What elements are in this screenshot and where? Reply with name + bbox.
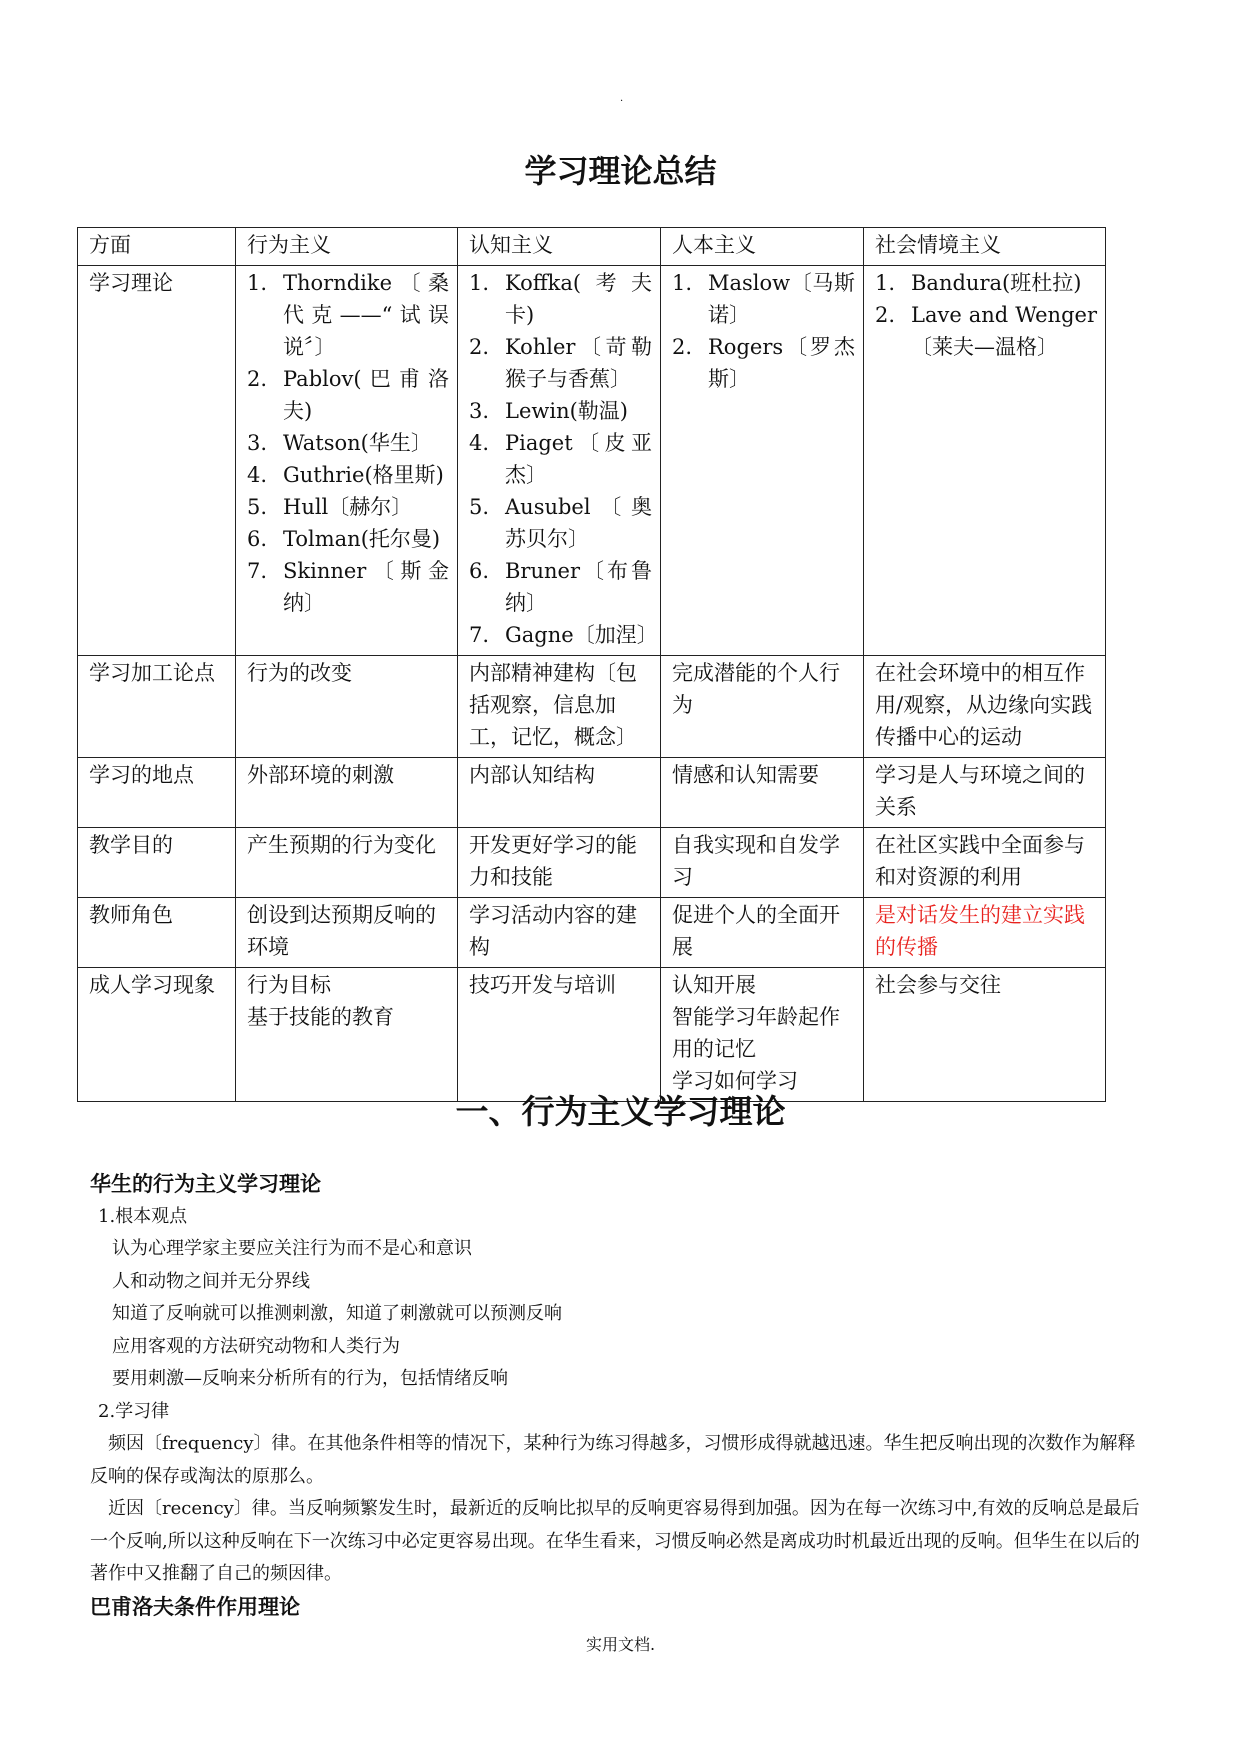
- list-item: 1. Bandura(班杜拉): [875, 271, 1082, 295]
- table-cell: 行为的改变: [236, 656, 458, 758]
- table-cell: 情感和认知需要: [661, 758, 864, 828]
- law-frequency-paragraph: 频因〔frequency〕律。在其他条件相等的情况下，某种行为练习得越多，习惯形成得就越迅速。华生把反响出现的次数作为解释反响的保存或淘汰的原那么。: [90, 1433, 1136, 1487]
- table-cell: 外部环境的刺激: [236, 758, 458, 828]
- summary-table: [77, 227, 1106, 1102]
- list-item: 5. Hull〔赫尔〕: [247, 495, 413, 519]
- social-theorists: [875, 267, 1097, 363]
- table-cell: 产生预期的行为变化: [236, 828, 458, 898]
- table-header-row: [78, 228, 1106, 266]
- subheading-watson: 华生的行为主义学习理论: [90, 1172, 321, 1196]
- table-cell: 学习是人与环境之间的关系: [864, 758, 1106, 828]
- table-row: [78, 898, 1106, 968]
- table-cell: 技巧开发与培训: [458, 968, 661, 1102]
- row-label: 教学目的: [78, 828, 236, 898]
- subheading-pavlov: 巴甫洛夫条件作用理论: [90, 1594, 300, 1619]
- list-item: 6. Bruner〔布鲁纳〕: [469, 559, 652, 615]
- list-item: 2. Rogers〔罗杰斯〕: [672, 335, 855, 391]
- table-cell: 行为目标 基于技能的教育: [236, 968, 458, 1102]
- header-behaviorism: 行为主义: [236, 228, 458, 266]
- view-item: 要用刺激—反响来分析所有的行为，包括情绪反响: [112, 1368, 508, 1389]
- page-title: 学习理论总结: [524, 152, 717, 190]
- list-item: 3. Watson(华生〕: [247, 431, 432, 455]
- list-item: 6. Tolman(托尔曼): [247, 527, 441, 551]
- humanism-theorists: [672, 267, 855, 395]
- header-social: 社会情境主义: [864, 228, 1106, 266]
- view-item: 应用客观的方法研究动物和人类行为: [112, 1335, 400, 1357]
- page-footer: 实用文档.: [585, 1635, 656, 1654]
- list-item: 1. Koffka(考夫卡): [469, 271, 652, 327]
- row-label: 学习理论: [78, 266, 236, 656]
- table-cell: 在社会环境中的相互作用/观察，从边缘向实践传播中心的运动: [864, 656, 1106, 758]
- table-cell: 促进个人的全面开展: [661, 898, 864, 968]
- cognitivism-theorists: [469, 267, 658, 651]
- view-item: 认为心理学家主要应关注行为而不是心和意识: [112, 1238, 472, 1259]
- list-item: 7. Skinner〔斯金纳〕: [247, 559, 449, 615]
- header-cognitivism: 认知主义: [458, 228, 661, 266]
- laws-heading: 2.学习律: [98, 1400, 170, 1422]
- list-item: 2. Lave and Wenger〔莱夫—温格〕: [875, 303, 1097, 359]
- table-cell: 完成潜能的个人行为: [661, 656, 864, 758]
- list-item: 3. Lewin(勒温): [469, 399, 628, 423]
- table-row: [78, 656, 1106, 758]
- row-label: 学习的地点: [78, 758, 236, 828]
- view-item: 知道了反响就可以推测刺激，知道了刺激就可以预测反响: [112, 1303, 562, 1324]
- table-row-theory: [78, 266, 1106, 656]
- table-cell: 创设到达预期反响的环境: [236, 898, 458, 968]
- table-cell: 学习活动内容的建构: [458, 898, 661, 968]
- top-mark: ·: [620, 96, 624, 107]
- table-cell: 内部精神建构〔包括观察，信息加工，记忆，概念〕: [458, 656, 661, 758]
- law-recency-paragraph: 近因〔recency〕律。当反响频繁发生时，最新近的反响比拟早的反响更容易得到加强。因为在每一次练习中,有效的反响总是最后一个反响,所以这种反响在下一次练习中必定更容易出现。在华生看来，习惯反响必然是离成功时机最近出现的反响。但华生在以后的著作中又推翻了自己的频因律。: [90, 1498, 1140, 1584]
- section-body: [90, 1168, 1152, 1623]
- row-label: 学习加工论点: [78, 656, 236, 758]
- row-label: 成人学习现象: [78, 968, 236, 1102]
- table-cell: 在社区实践中全面参与和对资源的利用: [864, 828, 1106, 898]
- row-label: 教师角色: [78, 898, 236, 968]
- table-cell: 自我实现和自发学习: [661, 828, 864, 898]
- views-heading: 1.根本观点: [98, 1205, 188, 1227]
- table-cell: 开发更好学习的能力和技能: [458, 828, 661, 898]
- table-cell: 认知开展 智能学习年龄起作用的记忆 学习如何学习: [661, 968, 864, 1102]
- list-item: 2. Kohler〔苛勒猴子与香蕉〕: [469, 335, 652, 391]
- list-item: 1. Thorndike〔桑代克——“试误说〞〕: [247, 271, 449, 359]
- table-row: [78, 828, 1106, 898]
- header-aspect: 方面: [78, 228, 236, 266]
- list-item: 7. Gagne〔加涅〕: [469, 623, 658, 647]
- behaviorism-theorists: [247, 267, 449, 619]
- table-cell: 社会参与交往: [864, 968, 1106, 1102]
- section-title: 一、行为主义学习理论: [455, 1092, 786, 1131]
- view-item: 人和动物之间并无分界线: [112, 1270, 310, 1292]
- table-row: [78, 758, 1106, 828]
- header-humanism: 人本主义: [661, 228, 864, 266]
- list-item: 5. Ausubel〔奥苏贝尔〕: [469, 495, 652, 551]
- table-row: [78, 968, 1106, 1102]
- list-item: 2. Pablov(巴甫洛夫): [247, 367, 449, 423]
- list-item: 1. Maslow〔马斯诺〕: [672, 271, 855, 327]
- table-cell: 内部认知结构: [458, 758, 661, 828]
- list-item: 4. Piaget〔皮亚杰〕: [469, 431, 652, 487]
- table-cell-highlight: 是对话发生的建立实践的传播: [864, 898, 1106, 968]
- list-item: 4. Guthrie(格里斯): [247, 463, 444, 487]
